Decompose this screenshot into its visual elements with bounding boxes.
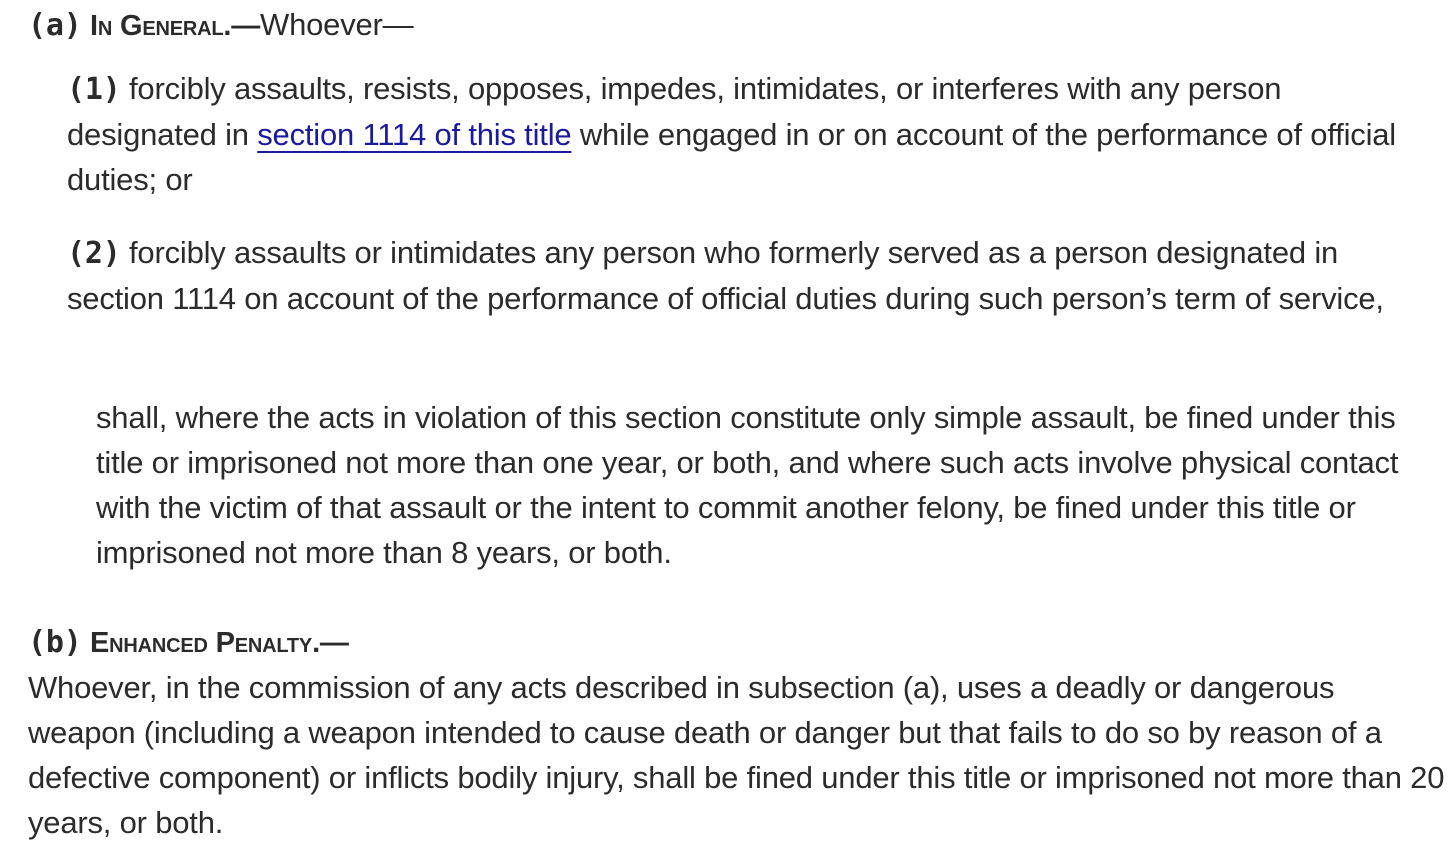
paragraph-1 xyxy=(67,66,1397,202)
section-1114-link[interactable]: section 1114 of this title xyxy=(257,117,572,152)
subsection-a-header xyxy=(28,2,1448,49)
paragraph-2 xyxy=(67,230,1427,321)
paragraph-1-text-after: while engaged in or on account of the performance of official duties; or xyxy=(67,117,1396,197)
subsection-b-enum: (b) xyxy=(28,625,82,660)
paragraph-1-text-before: forcibly assaults, resists, opposes, impedes, intimidates, or interferes with any person designated in xyxy=(67,71,1282,152)
subsection-b-text: Whoever, in the commission of any acts described in subsection (a), uses a deadly or dangerous weapon (including a weapon intended to cause death or danger but that fails to do so by reason of a defective component) or inflicts bodily injury, shall be fined under this title or imprisoned not more than 20 years, or both. xyxy=(28,670,1445,840)
subsection-a-lead: Whoever— xyxy=(260,7,414,42)
subsection-b-heading: Enhanced Penalty.— xyxy=(90,627,349,659)
flush-language: shall, where the acts in violation of this section constitute only simple assault, be fined under this title or imprisoned not more than one year, or both, and where such acts involve physical contact with the victim of that assault or the intent to commit another felony, be fined under this title or imprisoned not more than 8 years, or both. xyxy=(96,400,1399,570)
subsection-a-enum: (a) xyxy=(28,8,82,43)
subsection-b-header xyxy=(28,619,1448,666)
subsection-a-heading: In General.— xyxy=(90,10,261,42)
paragraph-2-text: forcibly assaults or intimidates any person who formerly served as a person designated in section 1114 on account of the performance of official duties during such person’s term of service, xyxy=(67,235,1384,316)
paragraph-2-enum: (2) xyxy=(67,236,121,271)
paragraph-1-enum: (1) xyxy=(67,72,121,107)
